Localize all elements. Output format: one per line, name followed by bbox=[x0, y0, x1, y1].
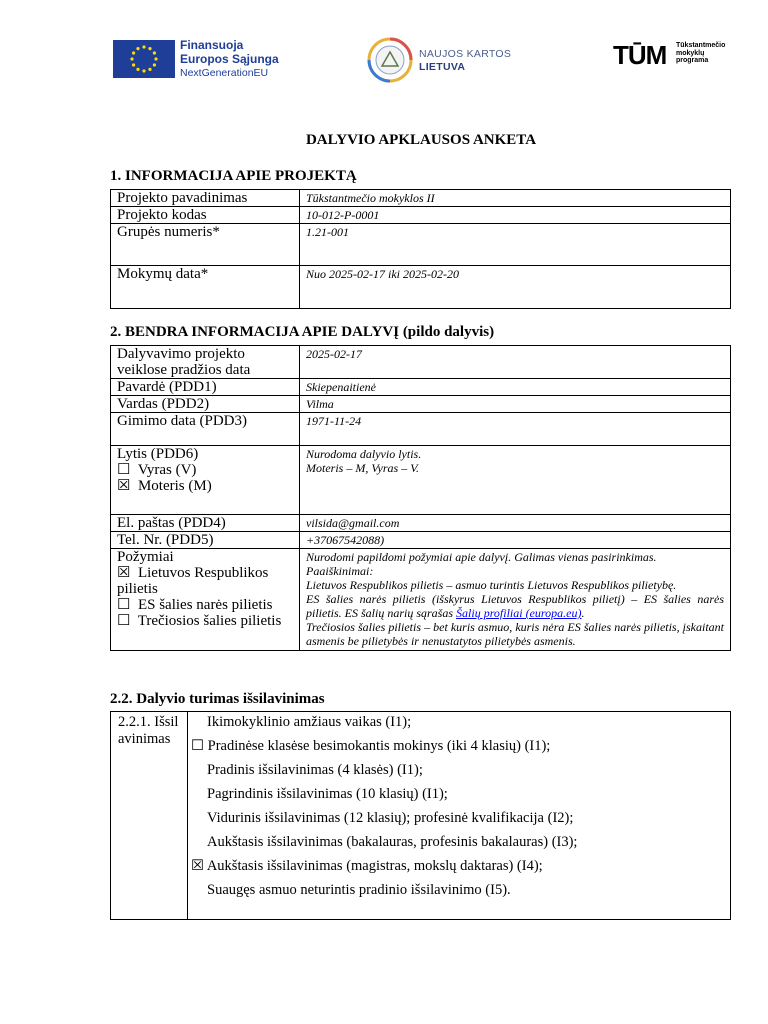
table-row bbox=[111, 396, 731, 413]
naujos-kartos-logo-icon bbox=[366, 36, 414, 84]
checkbox-unchecked-icon[interactable]: ☐ bbox=[117, 613, 131, 629]
start-date-label: Dalyvavimo projekto veiklose pradžios data bbox=[111, 346, 300, 379]
table-row bbox=[111, 413, 731, 446]
phone-value[interactable]: +37067542088) bbox=[300, 532, 731, 549]
first-name-label: Vardas (PDD2) bbox=[111, 396, 300, 413]
checkbox-checked-icon[interactable]: ☒ bbox=[191, 858, 204, 874]
features-note-2: Paaiškinimai: bbox=[306, 564, 374, 578]
naujos-kartos-text bbox=[419, 48, 511, 74]
surname-label: Pavardė (PDD1) bbox=[111, 379, 300, 396]
nk-line-2: LIETUVA bbox=[419, 61, 466, 73]
group-number-label: Grupės numeris* bbox=[111, 224, 300, 266]
surname-value[interactable]: Skiepenaitienė bbox=[300, 379, 731, 396]
feature-eu-label: ES šalies narės pilietis bbox=[137, 597, 273, 613]
edu-option-6-text: Aukštasis išsilavinimas (bakalauras, profesinis bakalauras) (I3); bbox=[207, 834, 578, 850]
gender-male-label: Vyras (V) bbox=[137, 462, 197, 478]
tum-sub-3: programa bbox=[676, 57, 709, 64]
project-name-value[interactable]: Tūkstantmečio mokyklos II bbox=[300, 190, 731, 207]
header-logos bbox=[0, 36, 768, 86]
table-row bbox=[111, 549, 731, 651]
project-name-label: Projekto pavadinimas bbox=[111, 190, 300, 207]
table-row bbox=[111, 379, 731, 396]
project-code-label: Projekto kodas bbox=[111, 207, 300, 224]
edu-option-1-text: Ikimokyklinio amžiaus vaikas (I1); bbox=[207, 714, 412, 730]
checkbox-checked-icon[interactable]: ☒ bbox=[117, 565, 131, 581]
feature-option-eu[interactable] bbox=[117, 597, 293, 613]
email-label: El. paštas (PDD4) bbox=[111, 515, 300, 532]
edu-option-4-text: Pagrindinis išsilavinimas (10 klasių) (I1); bbox=[207, 786, 448, 802]
eu-flag-icon bbox=[113, 40, 175, 78]
edu-option-7[interactable] bbox=[191, 858, 727, 875]
edu-option-3-text: Pradinis išsilavinimas (4 klasės) (I1); bbox=[207, 762, 423, 778]
features-note-5: Trečiosios šalies pilietis – bet kuris asmuo, kuris nėra ES šalies narės pilietis, įskaitant asmenis be pilietybės ir nenustatytos pilietybės asmenis. bbox=[306, 620, 724, 648]
section22-heading: 2.2. Dalyvio turimas išsilavinimas bbox=[110, 691, 325, 707]
document-title: DALYVIO APKLAUSOS ANKETA bbox=[305, 132, 537, 148]
tum-sub-2: mokyklų bbox=[676, 49, 705, 57]
education-options bbox=[188, 712, 731, 920]
table-row bbox=[111, 532, 731, 549]
edu-option-6[interactable] bbox=[191, 834, 727, 851]
eu-funding-text bbox=[180, 38, 279, 80]
feature-lt-label: Lietuvos Respublikos pilietis bbox=[117, 565, 269, 597]
checkbox-unchecked-icon[interactable]: ☐ bbox=[117, 462, 131, 478]
features-label: Požymiai bbox=[117, 549, 174, 565]
gender-note bbox=[300, 446, 731, 515]
edu-option-1[interactable] bbox=[191, 714, 727, 731]
edu-option-8[interactable] bbox=[191, 882, 727, 899]
table-row bbox=[111, 207, 731, 224]
education-label: 2.2.1. Išsilavinimas bbox=[111, 712, 188, 920]
table-row bbox=[111, 712, 731, 920]
participant-info-table bbox=[110, 345, 731, 651]
education-table bbox=[110, 711, 731, 920]
gender-note-2: Moteris – M, Vyras – V. bbox=[306, 461, 420, 475]
table-row bbox=[111, 515, 731, 532]
group-number-value[interactable]: 1.21-001 bbox=[300, 224, 731, 266]
gender-female-label: Moteris (M) bbox=[137, 478, 212, 494]
section2-heading: 2. BENDRA INFORMACIJA APIE DALYVĮ (pildo dalyvis) bbox=[110, 324, 495, 340]
features-note-4 bbox=[306, 592, 724, 620]
edu-option-2-text: Pradinėse klasėse besimokantis mokinys (iki 4 klasių) (I1); bbox=[207, 738, 551, 754]
features-note-4a: ES šalies narės pilietis (išskyrus Lietuvos Respublikos pilietį) – ES šalies narės pilietis. ES šalių narių sąrašas bbox=[306, 592, 724, 620]
table-row bbox=[111, 446, 731, 515]
table-row bbox=[111, 224, 731, 266]
checkbox-unchecked-icon[interactable]: ☐ bbox=[191, 738, 204, 754]
gender-note-1: Nurodoma dalyvio lytis. bbox=[306, 447, 422, 461]
features-note bbox=[300, 549, 731, 651]
checkbox-unchecked-icon[interactable]: ☐ bbox=[117, 597, 131, 613]
training-date-label bbox=[111, 266, 300, 309]
edu-option-2[interactable] bbox=[191, 738, 727, 755]
features-note-1: Nurodomi papildomi požymiai apie dalyvį. Galimas vienas pasirinkimas. bbox=[306, 550, 657, 564]
feature-option-lt[interactable] bbox=[117, 565, 293, 597]
edu-option-8-text: Suaugęs asmuo neturintis pradinio išsilavinimo (I5). bbox=[207, 882, 511, 898]
features-note-3: Lietuvos Respublikos pilietis – asmuo turintis Lietuvos Respublikos pilietybę. bbox=[306, 578, 677, 592]
checkbox-checked-icon[interactable]: ☒ bbox=[117, 478, 131, 494]
training-date-value[interactable]: Nuo 2025-02-17 iki 2025-02-20 bbox=[300, 266, 731, 309]
training-date-label-text: Mokymų data* bbox=[117, 266, 209, 282]
first-name-value[interactable]: Vilma bbox=[300, 396, 731, 413]
gender-option-female[interactable] bbox=[117, 478, 293, 494]
birth-date-label: Gimimo data (PDD3) bbox=[111, 413, 300, 446]
tum-subtitle bbox=[676, 42, 725, 65]
gender-label: Lytis (PDD6) bbox=[117, 446, 199, 462]
edu-option-5-text: Vidurinis išsilavinimas (12 klasių); profesinė kvalifikacija (I2); bbox=[207, 810, 574, 826]
country-profiles-link[interactable]: Šalių profiliai (europa.eu) bbox=[456, 606, 582, 620]
project-info-table bbox=[110, 189, 731, 309]
gender-cell bbox=[111, 446, 300, 515]
eu-line-1: Finansuoja bbox=[180, 38, 244, 52]
nk-line-1: NAUJOS KARTOS bbox=[419, 48, 512, 60]
email-value[interactable]: vilsida@gmail.com bbox=[300, 515, 731, 532]
eu-line-3: NextGenerationEU bbox=[180, 67, 269, 79]
edu-option-5[interactable] bbox=[191, 810, 727, 827]
features-note-4b: . bbox=[581, 606, 585, 620]
table-row bbox=[111, 266, 731, 309]
section1-heading: 1. INFORMACIJA APIE PROJEKTĄ bbox=[110, 168, 357, 184]
edu-option-7-text: Aukštasis išsilavinimas (magistras, mokslų daktaras) (I4); bbox=[206, 858, 543, 874]
project-code-value[interactable]: 10-012-P-0001 bbox=[300, 207, 731, 224]
start-date-value[interactable]: 2025-02-17 bbox=[300, 346, 731, 379]
feature-third-label: Trečiosios šalies pilietis bbox=[137, 613, 282, 629]
phone-label: Tel. Nr. (PDD5) bbox=[111, 532, 300, 549]
table-row bbox=[111, 190, 731, 207]
edu-option-4[interactable] bbox=[191, 786, 727, 803]
features-cell bbox=[111, 549, 300, 651]
edu-option-3[interactable] bbox=[191, 762, 727, 779]
tum-logo: TŪM bbox=[613, 40, 667, 70]
tum-sub-1: Tūkstantmečio bbox=[676, 42, 726, 49]
birth-date-value[interactable]: 1971-11-24 bbox=[300, 413, 731, 446]
gender-option-male[interactable] bbox=[117, 462, 293, 478]
eu-line-2: Europos Sąjunga bbox=[180, 52, 279, 66]
table-row bbox=[111, 346, 731, 379]
feature-option-third[interactable] bbox=[117, 613, 293, 629]
